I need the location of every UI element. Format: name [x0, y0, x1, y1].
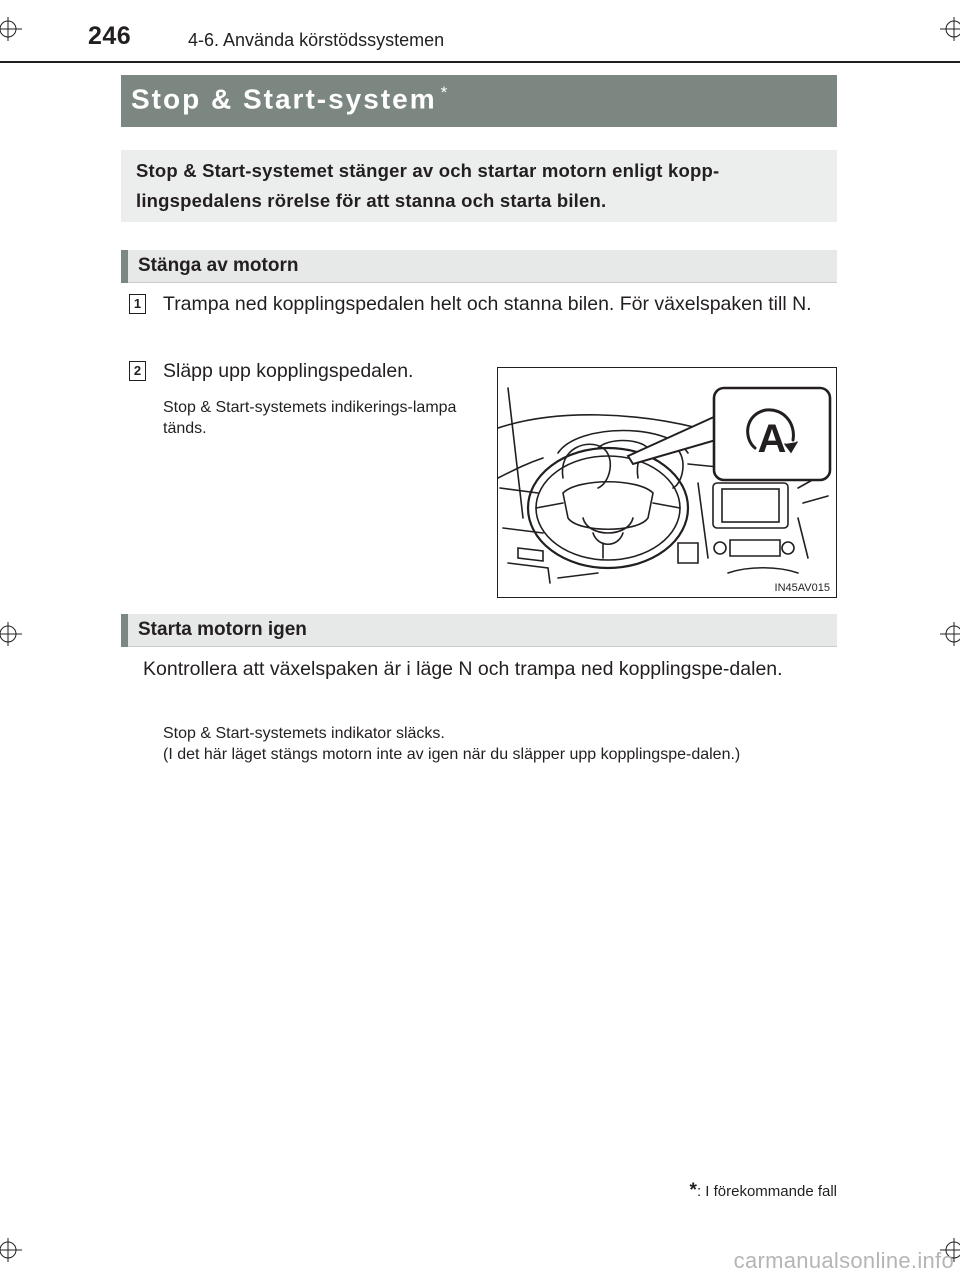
crop-mark-mid-right [940, 622, 960, 646]
intro-text: Stop & Start-systemet stänger av och startar motorn enligt kopp-lingspedalens rörelse för att stanna och starta bilen. [136, 160, 720, 211]
subheading-stop-engine-label: Stänga av motorn [138, 255, 299, 276]
footnote-text: : I förekommande fall [696, 1183, 837, 1200]
illustration-code: IN45AV015 [774, 582, 830, 594]
title-footnote-marker: * [440, 83, 448, 102]
page-number: 246 [88, 22, 132, 50]
dashboard-drawing [498, 368, 835, 596]
page-title [131, 83, 447, 115]
subheading-accent-bar [121, 614, 128, 647]
section-reference: 4-6. Använda körstödssystemen [188, 30, 445, 50]
step-2-note: Stop & Start-systemets indikerings-lampa tänds. [163, 399, 457, 437]
subheading-stop-engine [121, 250, 837, 283]
crop-mark-top-right [940, 17, 960, 41]
title-band [121, 75, 837, 127]
subheading-restart-engine [121, 614, 837, 647]
crop-mark-mid-left [0, 622, 22, 646]
crop-mark-bottom-left [0, 1238, 22, 1262]
intro-box [121, 150, 837, 222]
step-2-text: Släpp upp kopplingspedalen. [163, 360, 414, 382]
subheading-accent-bar [121, 250, 128, 283]
watermark: carmanualsonline.info [733, 1248, 954, 1273]
restart-note-line-2: (I det här läget stängs motorn inte av igen när du släpper upp kopplingspe-dalen.) [163, 746, 741, 763]
step-1-marker: 1 [129, 294, 146, 314]
dashboard-illustration [497, 367, 837, 598]
header-rule [0, 61, 960, 63]
restart-note-line-1: Stop & Start-systemets indikator släcks. [163, 725, 445, 742]
page-title-text: Stop & Start-system [131, 83, 437, 115]
restart-text: Kontrollera att växelspaken är i läge N och trampa ned kopplingspe-dalen. [143, 658, 783, 680]
callout-letter: A [757, 417, 787, 461]
subheading-restart-engine-label: Starta motorn igen [138, 619, 307, 640]
step-1-text: Trampa ned kopplingspedalen helt och stanna bilen. För växelspaken till N. [163, 293, 812, 315]
footnote-marker: * [689, 1180, 697, 1201]
step-2-marker: 2 [129, 361, 146, 381]
footnote [690, 1180, 837, 1202]
crop-mark-top-left [0, 17, 22, 41]
